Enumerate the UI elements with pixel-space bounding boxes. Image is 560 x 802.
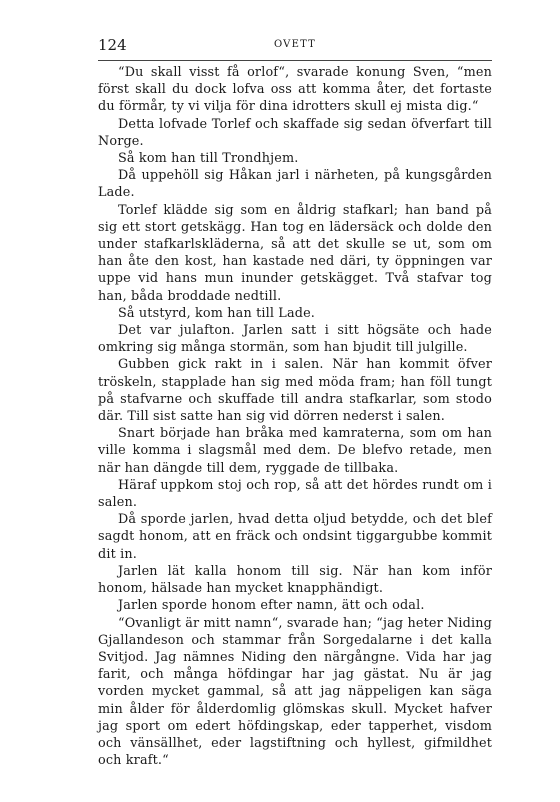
paragraph: Då sporde jarlen, hvad detta oljud betydde, och det blef sagdt honom, att en fräck och ondsint tiggargubbe kommit dit in.	[98, 512, 492, 562]
paragraph: Jarlen lät kalla honom till sig. När han kom inför honom, hälsade han mycket knapphändigt.	[98, 563, 492, 597]
body-text	[98, 64, 492, 769]
paragraph: Jarlen sporde honom efter namn, ätt och odal.	[118, 598, 425, 614]
header-rule	[98, 60, 492, 61]
paragraph: Så kom han till Trondhjem.	[118, 151, 299, 167]
paragraph: Så utstyrd, kom han till Lade.	[118, 305, 316, 321]
page-header	[98, 36, 492, 58]
paragraph: Gubben gick rakt in i salen. När han kommit öfver tröskeln, stapplade han sig med möda fram; han föll tungt på stafvarne och skuffade till andra stafkarlar, som stodo där. Till sist satte han sig vid dörren nederst i salen.	[98, 357, 492, 425]
paragraph: “Du skall visst få orlof“, svarade konung Sven, “men först skall du dock lofva oss att komma åter, det fortaste du förmår, ty vi vilja för dina idrotters skull ej mista dig.“	[98, 65, 492, 115]
paragraph: Det var julafton. Jarlen satt i sitt högsäte och hade omkring sig många stormän, som han bjudit till julgille.	[98, 323, 492, 356]
running-title: OVETT	[273, 39, 317, 50]
paragraph: Torlef klädde sig som en åldrig stafkarl; han band på sig ett stort getskägg. Han tog en lädersäck och dolde den under stafkarlskläderna, så att det skulle se ut, som om han åte den kost, han kastade ned däri, ty öppningen var uppe vid hans mun inunder getskägget. Två stafvar tog han, båda broddade nedtill.	[98, 202, 492, 304]
paragraph: Detta lofvade Torlef och skaffade sig sedan öfverfart till Norge.	[98, 116, 492, 149]
page-number: 124	[98, 36, 127, 54]
paragraph: Då uppehöll sig Håkan jarl i närheten, på kungsgården Lade.	[98, 168, 492, 201]
paragraph: Häraf uppkom stoj och rop, så att det hördes rundt om i salen.	[98, 477, 492, 511]
paragraph: Snart började han bråka med kamraterna, som om han ville komma i slagsmål med dem. De blefvo retade, men när han dängde till dem, ryggade de tillbaka.	[98, 426, 492, 476]
paragraph: “Ovanligt är mitt namn“, svarade han; “jag heter Niding Gjallandeson och stammar från Sorgedalarne i det kalla Svitjod. Jag nämnes Niding den närgångne. Vida har jag farit, och många höfdingar har jag gästat. Nu är jag vorden mycket gammal, så att jag näppeligen kan säga min ålder för ålderdomlig glömskas skull. Mycket hafver jag sport om edert höfdingskap, eder tapperhet, visdom och vänsällhet, eder lagstiftning och hyllest, gifmildhet och kraft.“	[98, 615, 492, 769]
